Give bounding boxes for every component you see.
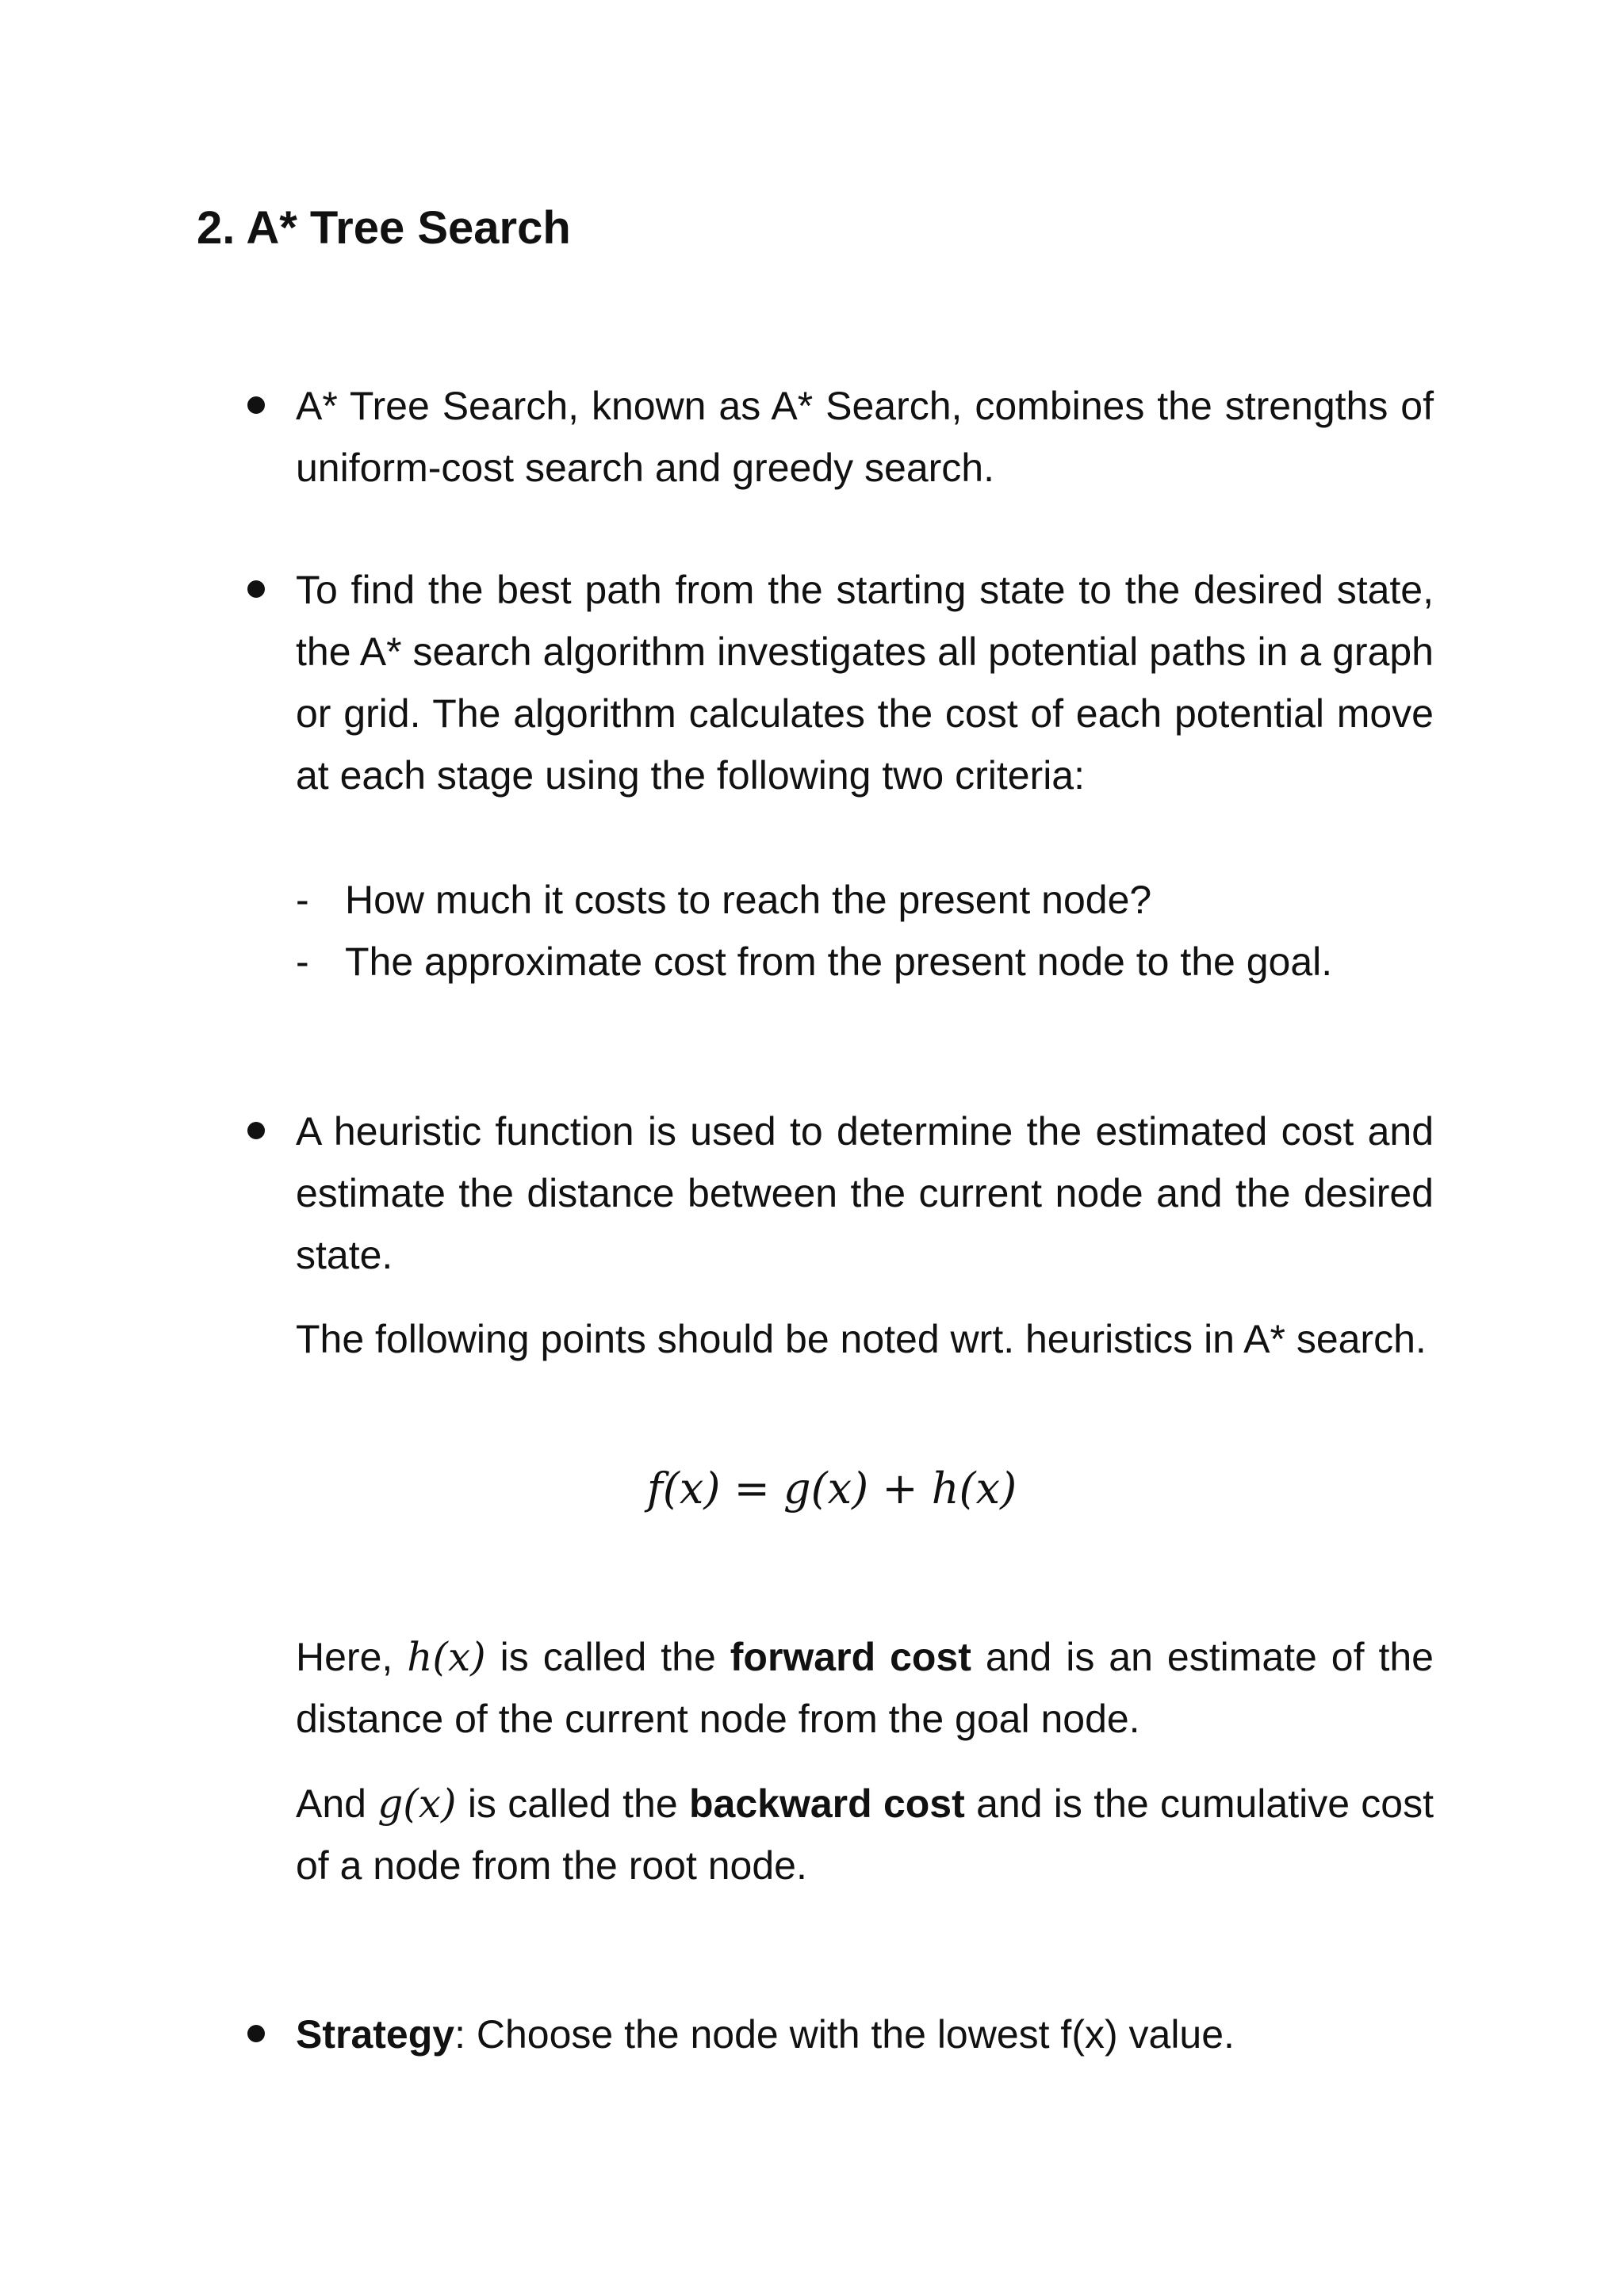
section-heading: 2. A* Tree Search [197,202,571,254]
strategy-label: Strategy [296,2012,455,2057]
forward-cost-term: forward cost [730,1635,971,1679]
backward-middle: is called the [467,1781,678,1826]
bullet-dot-icon [247,2025,265,2042]
formula-f: f(x) [646,1464,721,1513]
bullet-item-astar-intro [296,375,1434,499]
bullet-text: A heuristic function is used to determine the estimated cost and estimate the distance between the current node and the desired state. [296,1109,1434,1277]
criteria-text: The approximate cost from the present node to the goal. [345,939,1333,984]
formula-h: h(x) [931,1464,1017,1513]
backward-cost-term: backward cost [688,1781,965,1826]
bullet-text: A* Tree Search, known as A* Search, combines the strengths of uniform-cost search and greedy search. [296,384,1434,490]
note-paragraph: The following points should be noted wrt. heuristics in A* search. [296,1317,1427,1361]
formula-g: g(x) [783,1464,869,1513]
criteria-text: How much it costs to reach the present node? [345,878,1152,922]
formula-equals: = [733,1464,770,1513]
forward-middle: is called the [500,1635,716,1679]
bullet-dot-icon [247,396,265,414]
formula-plus: + [882,1464,918,1513]
dash-marker: - [296,878,309,922]
backward-prefix: And [296,1781,366,1826]
backward-math: g(x) [377,1781,457,1827]
bullet-item-heuristic [296,1100,1434,1286]
backward-cost-paragraph [296,1773,1434,1896]
forward-suffix: and is an estimate of the distance of the current node from the goal node. [296,1635,1434,1741]
bullet-item-best-path [296,559,1434,806]
bullet-text: To find the best path from the starting state to the desired state, the A* search algorithm investigates all potential paths in a graph or grid. The algorithm calculates the cost of each potential move at each stage using the following two criteria: [296,568,1434,798]
forward-cost-paragraph [296,1626,1434,1750]
bullet-item-strategy [296,2003,1434,2065]
strategy-text: : Choose the node with the lowest f(x) value. [454,2012,1235,2057]
dash-marker: - [296,939,309,984]
bullet-dot-icon [247,1122,265,1139]
forward-prefix: Here, [296,1635,393,1679]
formula [0,1457,1624,1521]
backward-suffix: and is the cumulative cost of a node from the root node. [296,1781,1434,1888]
forward-math: h(x) [407,1634,486,1680]
bullet-dot-icon [247,580,265,598]
